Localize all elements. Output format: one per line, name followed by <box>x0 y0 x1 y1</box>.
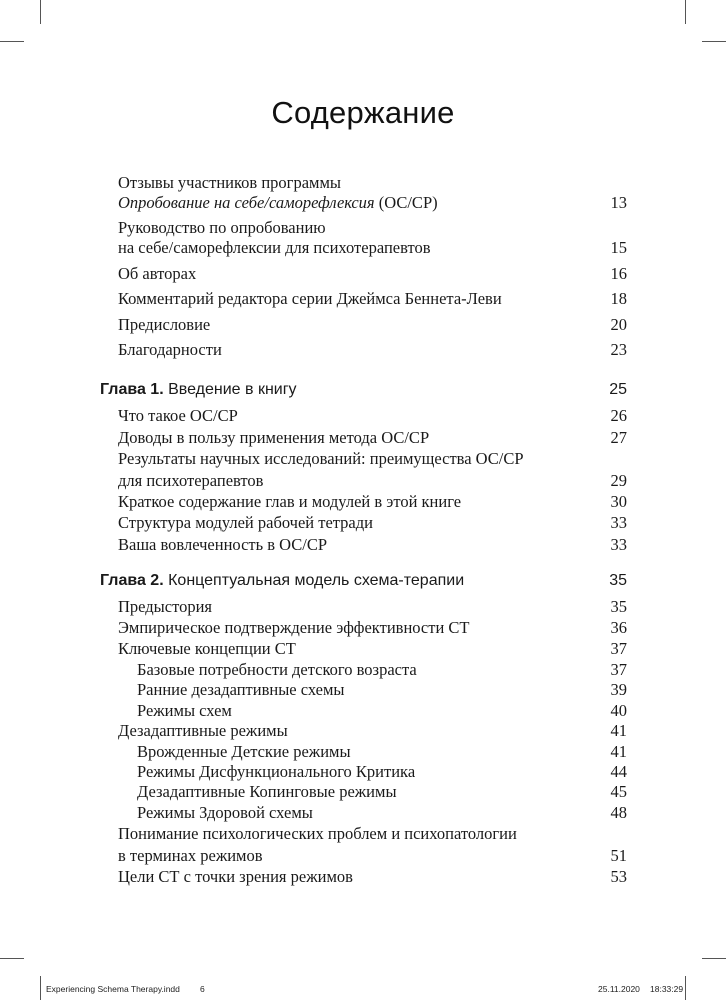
toc-page-number: 41 <box>610 742 627 761</box>
crop-mark-top-left-h <box>0 41 24 42</box>
toc-entry <box>118 824 517 866</box>
chapter-label: Глава 1. <box>100 381 164 398</box>
toc-page-number: 45 <box>610 782 627 801</box>
toc-page-number: 36 <box>610 618 627 637</box>
toc-page-number: 48 <box>610 803 627 822</box>
toc-entry-text-line2: на себе/саморефлексии для психотерапевтов <box>118 238 431 257</box>
toc-page-number: 35 <box>609 572 627 589</box>
toc-page-number: 33 <box>610 535 627 554</box>
toc-entry: Ваша вовлеченность в ОС/СР <box>118 535 328 554</box>
footer-time: 18:33:29 <box>650 984 684 994</box>
crop-mark-bottom-right-h <box>702 958 726 959</box>
toc-entry-text: Отзывы участников программы <box>118 173 341 192</box>
chapter-label: Глава 2. <box>100 572 164 589</box>
toc-subentry: Режимы схем <box>137 701 232 720</box>
toc-page-number: 13 <box>610 193 627 212</box>
chapter-title: Концептуальная модель схема-терапии <box>163 572 465 589</box>
toc-page-number: 18 <box>610 289 627 308</box>
toc-page-number: 37 <box>610 639 627 658</box>
toc-subentry: Режимы Дисфункционального Критика <box>137 762 416 781</box>
toc-entry: Дезадаптивные режимы <box>118 721 288 740</box>
toc-subentry: Ранние дезадаптивные схемы <box>137 680 345 699</box>
toc-entry: Ключевые концепции СТ <box>118 639 296 658</box>
toc-entry-reviews <box>118 173 438 213</box>
toc-page-number: 15 <box>610 238 627 257</box>
crop-mark-bottom-left-v <box>40 976 41 1000</box>
toc-entry: Предыстория <box>118 597 212 616</box>
toc-entry: Доводы в пользу применения метода ОС/СР <box>118 428 430 447</box>
toc-entry-guide <box>118 218 431 258</box>
toc-subentry: Дезадаптивные Копинговые режимы <box>137 782 397 801</box>
toc-page-number: 23 <box>610 340 627 359</box>
toc-entry-italic: Опробование на себе/саморефлексия <box>118 193 375 212</box>
page-title: Содержание <box>271 95 455 130</box>
toc-page-number: 35 <box>610 597 627 616</box>
toc-entry: Эмпирическое подтверждение эффективности СТ <box>118 618 470 637</box>
toc-entry-text: Результаты научных исследований: преимущества ОС/СР <box>118 449 524 468</box>
crop-mark-top-right-v <box>685 0 686 24</box>
toc-entry-text: Понимание психологических проблем и психопатологии <box>118 824 517 843</box>
toc-entry: Об авторах <box>118 264 197 283</box>
toc-subentry: Базовые потребности детского возраста <box>137 660 417 679</box>
chapter-heading-1 <box>100 380 297 400</box>
toc-page-number: 16 <box>610 264 627 283</box>
toc-page-number: 20 <box>610 315 627 334</box>
footer-date: 25.11.2020 <box>598 984 640 994</box>
toc-page-number: 39 <box>610 680 627 699</box>
toc-entry: Структура модулей рабочей тетради <box>118 513 373 532</box>
toc-subentry: Режимы Здоровой схемы <box>137 803 313 822</box>
toc-subentry: Врожденные Детские режимы <box>137 742 351 761</box>
toc-page-number: 53 <box>610 867 627 886</box>
toc-entry-rest: (ОС/СР) <box>374 193 438 212</box>
crop-mark-top-left-v <box>40 0 41 24</box>
toc-page-number: 37 <box>610 660 627 679</box>
crop-mark-bottom-left-h <box>0 958 24 959</box>
toc-entry: Цели СТ с точки зрения режимов <box>118 867 353 886</box>
toc-page-number: 29 <box>610 471 627 490</box>
footer-filename: Experiencing Schema Therapy.indd <box>46 984 180 994</box>
footer-page: 6 <box>200 984 205 994</box>
toc-page-number: 51 <box>610 846 627 865</box>
toc-entry: Предисловие <box>118 315 211 334</box>
toc-entry: Краткое содержание глав и модулей в этой книге <box>118 492 462 511</box>
chapter-title: Введение в книгу <box>163 381 297 398</box>
chapter-heading-2 <box>100 571 464 591</box>
toc-entry-text-line2: для психотерапевтов <box>118 471 264 490</box>
toc-entry <box>118 449 524 491</box>
toc-page-number: 25 <box>609 381 627 398</box>
toc-page-number: 26 <box>610 406 627 425</box>
toc-entry-text: Руководство по опробованию <box>118 218 326 237</box>
toc-entry: Благодарности <box>118 340 222 359</box>
toc-page-number: 41 <box>610 721 627 740</box>
toc-entry-text-line2: в терминах режимов <box>118 846 263 865</box>
crop-mark-bottom-right-v <box>685 976 686 1000</box>
toc-page-number: 40 <box>610 701 627 720</box>
toc-entry: Что такое ОС/СР <box>118 406 238 425</box>
toc-page-number: 33 <box>610 513 627 532</box>
toc-page-number: 27 <box>610 428 627 447</box>
toc-page-number: 30 <box>610 492 627 511</box>
crop-mark-top-right-h <box>702 41 726 42</box>
toc-page-number: 44 <box>610 762 627 781</box>
toc-entry-text-line2 <box>118 193 438 213</box>
toc-entry: Комментарий редактора серии Джеймса Беннета-Леви <box>118 289 502 308</box>
